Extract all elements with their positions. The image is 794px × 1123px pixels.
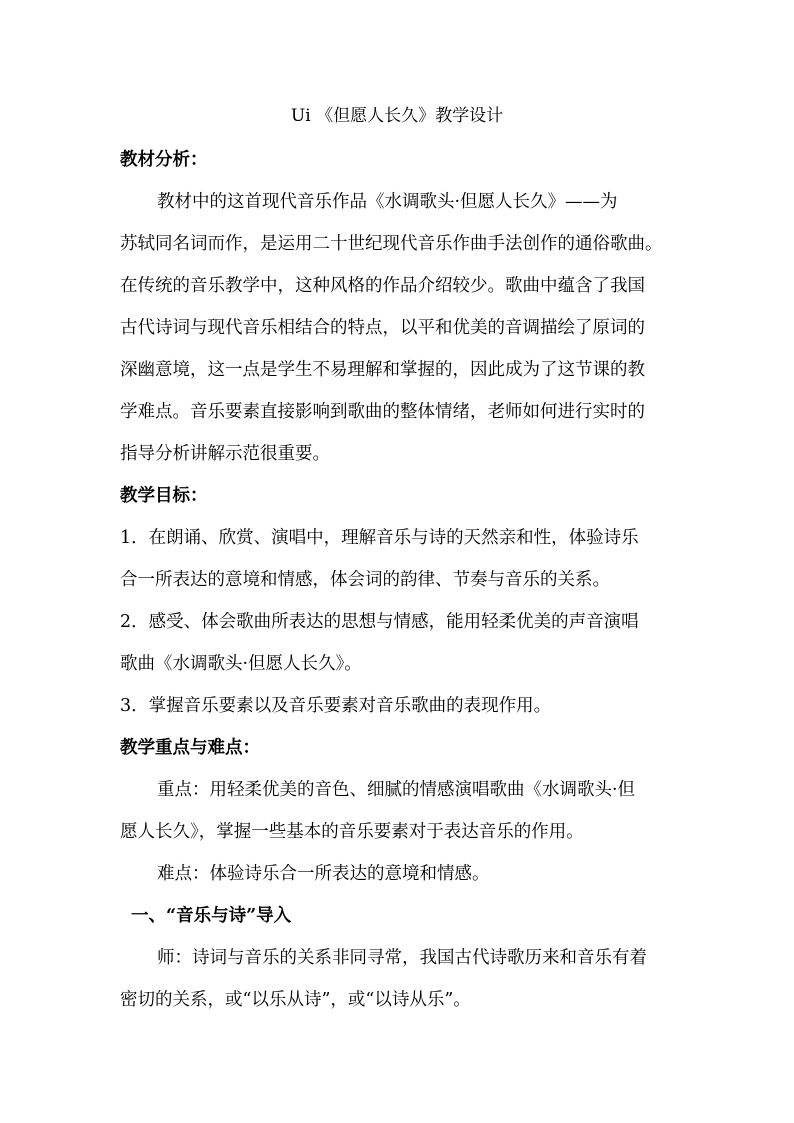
part1-line: 师：诗词与音乐的关系非同寻常，我国古代诗歌历来和音乐有着 xyxy=(157,948,647,968)
key-line: 愿人长久》，掌握一些基本的音乐要素对于表达音乐的作用。 xyxy=(120,822,584,842)
document-title: Ui 《但愿人长久》教学设计 xyxy=(290,106,504,126)
key-line: 重点：用轻柔优美的音色、细腻的情感演唱歌曲《水调歌头·但 xyxy=(157,780,636,800)
goals-line: 3．掌握音乐要素以及音乐要素对音乐歌曲的表现作用。 xyxy=(120,696,552,716)
goals-line: 1．在朗诵、欣赏、演唱中，理解音乐与诗的天然亲和性，体验诗乐 xyxy=(120,528,639,548)
material-line: 深幽意境，这一点是学生不易理解和掌握的，因此成为了这节课的教 xyxy=(120,360,645,380)
material-line: 指导分析讲解示范很重要。 xyxy=(120,444,330,464)
part1-heading: 一、“音乐与诗”导入 xyxy=(131,906,292,926)
material-heading: 教材分析： xyxy=(120,150,208,170)
material-line: 教材中的这首现代音乐作品《水调歌头·但愿人长久》——为 xyxy=(157,192,618,212)
material-line: 在传统的音乐教学中，这种风格的作品介绍较少。歌曲中蕴含了我国 xyxy=(120,276,645,296)
material-line: 古代诗词与现代音乐相结合的特点，以平和优美的音调描绘了原词的 xyxy=(120,318,645,338)
part1-line: 密切的关系，或“以乐从诗”，或“以诗从乐”。 xyxy=(120,990,471,1010)
key-difficulty-heading: 教学重点与难点： xyxy=(120,738,260,758)
key-line: 难点：体验诗乐合一所表达的意境和情感。 xyxy=(157,864,490,884)
goals-heading: 教学目标： xyxy=(120,486,208,506)
material-line: 苏轼同名词而作，是运用二十世纪现代音乐作曲手法创作的通俗歌曲。 xyxy=(120,234,663,254)
goals-line: 歌曲《水调歌头·但愿人长久》。 xyxy=(120,654,362,674)
material-line: 学难点。音乐要素直接影响到歌曲的整体情绪，老师如何进行实时的 xyxy=(120,402,645,422)
goals-line: 合一所表达的意境和情感，体会词的韵律、节奏与音乐的关系。 xyxy=(120,570,610,590)
goals-line: 2．感受、体会歌曲所表达的思想与情感，能用轻柔优美的声音演唱 xyxy=(120,612,639,632)
